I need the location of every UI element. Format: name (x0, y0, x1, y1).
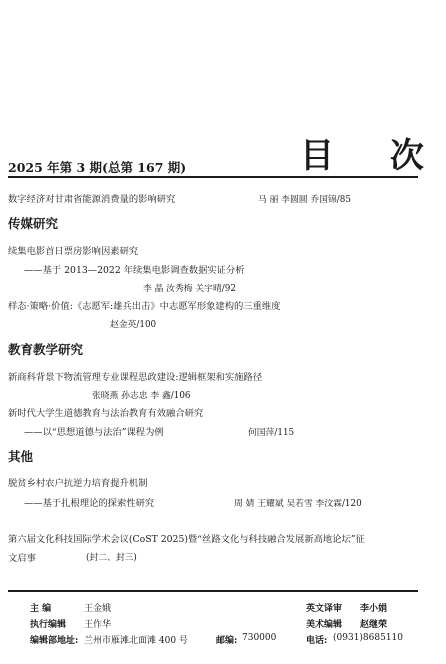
section-heading-media: 传媒研究 (8, 216, 59, 231)
article-subtitle: ——基于 2013—2022 年续集电影调查数据实证分析 (24, 265, 245, 276)
article-authors: 李 晶 汝秀梅 关宇晴/92 (143, 284, 236, 294)
address-value: 兰州市雁滩北面滩 400 号 (84, 636, 188, 646)
article-title[interactable]: 新时代大学生道德教育与法治教育有效融合研究 (8, 408, 204, 419)
page-title: 目 次 (300, 136, 446, 176)
footer-rule (8, 590, 418, 592)
article-authors: 何国萍/115 (248, 428, 295, 438)
editor-name: 王金娥 (84, 604, 112, 614)
postcode-value: 730000 (242, 633, 277, 643)
notice-pages: (封二、封三) (86, 553, 137, 563)
notice-title[interactable]: 第六届文化科技国际学术会议(CoST 2025)暨“丝路文化与科技融合发展新高地论坛”征 (8, 534, 365, 545)
issue-number: 2025 年第 3 期(总第 167 期) (8, 160, 187, 175)
section-heading-other: 其他 (8, 449, 34, 464)
phone-label: 电话: (306, 636, 328, 646)
notice-title-cont: 文启事 (8, 553, 36, 564)
postcode-label: 邮编: (216, 636, 238, 646)
article-subtitle: ——以“思想道德与法治”课程为例 (24, 427, 164, 438)
editor-label: 主 编 (30, 604, 52, 614)
article-title[interactable]: 新商科背景下物流管理专业课程思政建设:逻辑框架和实施路径 (8, 372, 263, 383)
article-authors: 周 婧 王耀斌 吴若雪 李汶霖/120 (234, 499, 362, 509)
article-title[interactable]: 样态·策略·价值:《志愿军:雄兵出击》中志愿军形象建构的三重维度 (8, 301, 281, 312)
article-authors: 赵金英/100 (110, 320, 157, 330)
article-title[interactable]: 脱贫乡村农户抗逆力培育提升机制 (8, 478, 148, 489)
en-reviewer-name: 李小娟 (360, 604, 388, 614)
art-editor-label: 美术编辑 (306, 620, 343, 630)
article-title-lead[interactable]: 数字经济对甘肃省能源消费量的影响研究 (8, 194, 176, 205)
section-heading-education: 教育教学研究 (8, 342, 84, 357)
article-subtitle: ——基于扎根理论的探索性研究 (24, 498, 155, 509)
art-editor-name: 赵继荣 (360, 620, 388, 630)
article-title[interactable]: 续集电影首日票房影响因素研究 (8, 246, 139, 257)
exec-editor-label: 执行编辑 (30, 620, 67, 630)
article-authors-lead: 马 丽 李圆圆 乔国锦/85 (258, 195, 351, 205)
header-rule (8, 176, 418, 178)
address-label: 编辑部地址: (30, 636, 79, 646)
phone-value: (0931)8685110 (333, 633, 404, 643)
article-authors: 张晓燕 孙志忠 李 鑫/106 (92, 391, 191, 401)
en-reviewer-label: 英文译审 (306, 604, 343, 614)
exec-editor-name: 王作华 (84, 620, 112, 630)
